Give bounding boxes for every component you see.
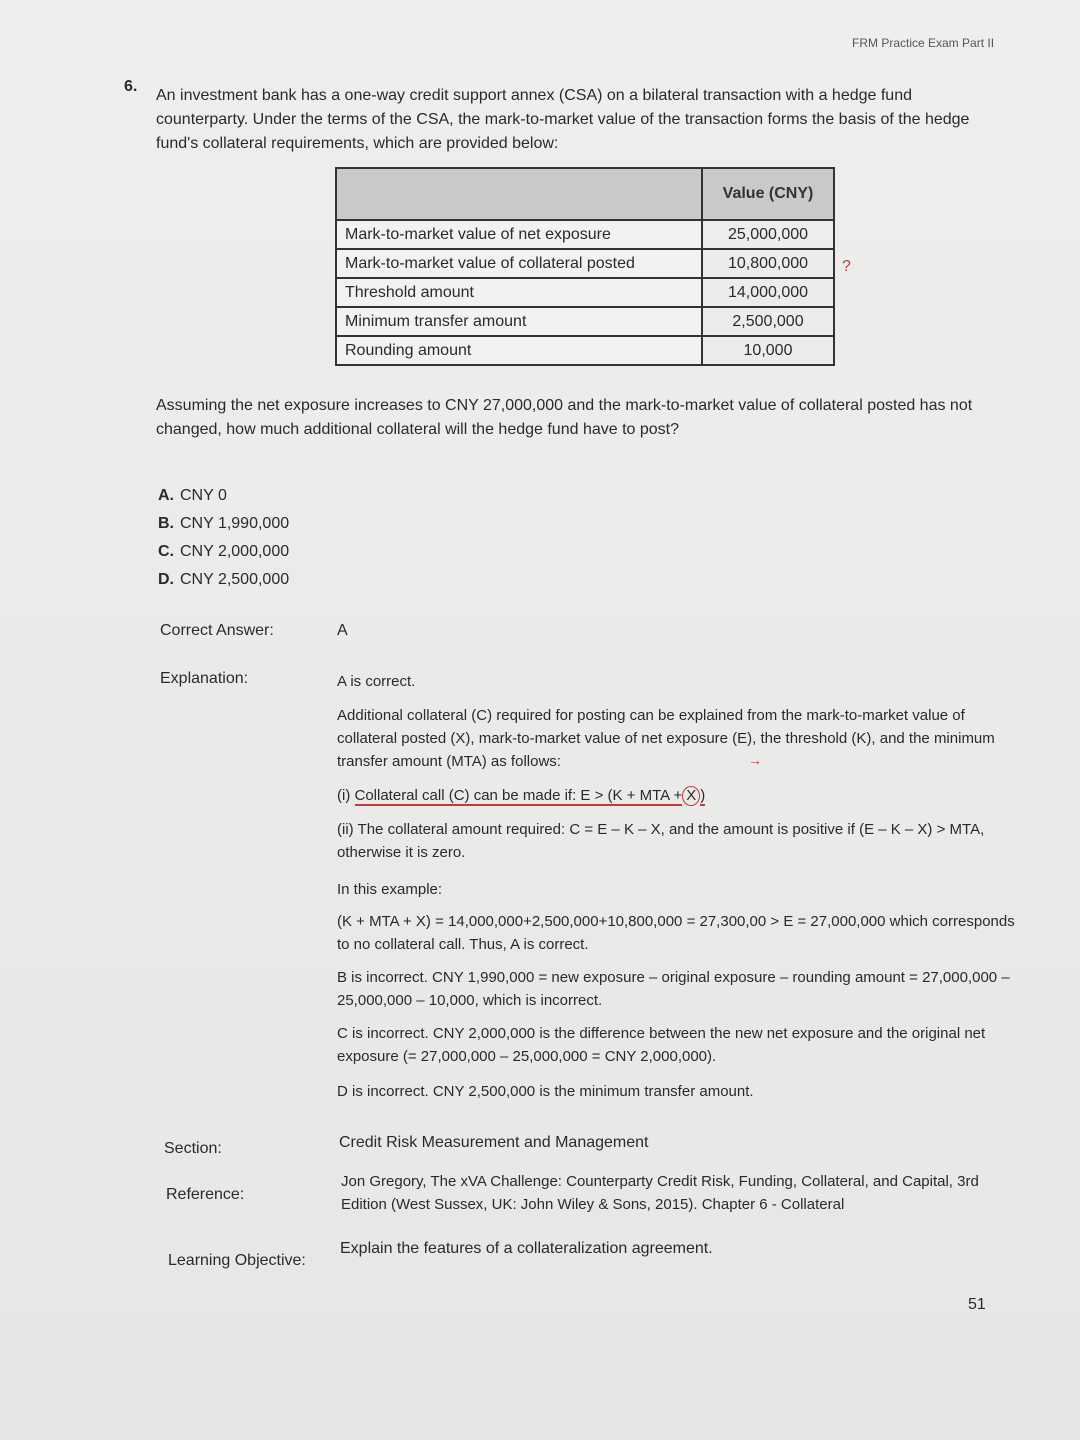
choice-d[interactable] bbox=[158, 566, 289, 594]
choice-key: B. bbox=[158, 515, 174, 532]
table-row bbox=[336, 307, 834, 336]
correct-answer-value: A bbox=[337, 622, 348, 639]
choice-key: C. bbox=[158, 543, 174, 560]
learning-objective-value: Explain the features of a collateralization agreement. bbox=[340, 1240, 713, 1257]
answer-choices bbox=[158, 482, 289, 594]
row-label: Minimum transfer amount bbox=[336, 307, 702, 336]
condition-underlined: Collateral call (C) can be made if: bbox=[354, 787, 577, 804]
learning-objective-label: Learning Objective: bbox=[168, 1252, 306, 1269]
condition-suffix: ) bbox=[700, 787, 706, 804]
reference-label: Reference: bbox=[166, 1186, 245, 1203]
handwritten-arrow: → bbox=[748, 752, 762, 768]
collateral-call-condition bbox=[337, 784, 1017, 807]
table-header-row bbox=[336, 168, 834, 220]
choice-text: CNY 2,500,000 bbox=[180, 571, 290, 588]
choice-text: CNY 0 bbox=[180, 487, 227, 504]
choice-a[interactable] bbox=[158, 482, 289, 510]
row-label: Mark-to-market value of net exposure bbox=[336, 220, 702, 249]
explanation-paragraph: C is incorrect. CNY 2,000,000 is the difference between the new net exposure and the original net exposure (= 27,000,000 – 25,000,000 = CNY 2,000,000). bbox=[337, 1025, 986, 1065]
table-row bbox=[336, 220, 834, 249]
row-label: Rounding amount bbox=[336, 336, 702, 365]
table-header-blank bbox=[336, 168, 702, 220]
choice-b[interactable] bbox=[158, 510, 289, 538]
table-row bbox=[336, 336, 834, 365]
exam-title: FRM Practice Exam Part II bbox=[852, 36, 995, 50]
condition-formula: E > (K + MTA + bbox=[576, 787, 683, 804]
choice-text: CNY 1,990,000 bbox=[180, 515, 290, 532]
explanation-line: In this example: bbox=[337, 881, 443, 898]
row-value: 2,500,000 bbox=[702, 307, 834, 336]
handwritten-question-mark: ? bbox=[842, 258, 851, 275]
choice-key: D. bbox=[158, 571, 174, 588]
circled-x: X bbox=[682, 786, 700, 806]
section-value: Credit Risk Measurement and Management bbox=[339, 1134, 649, 1151]
row-value: 10,800,000 bbox=[702, 249, 834, 278]
collateral-table bbox=[335, 167, 835, 366]
explanation-paragraph: (ii) The collateral amount required: C = E – K – X, and the amount is positive if (E – K – X) > MTA, otherwise it is zero. bbox=[337, 821, 985, 861]
row-label: Threshold amount bbox=[336, 278, 702, 307]
table-row bbox=[336, 278, 834, 307]
explanation-line: D is incorrect. CNY 2,500,000 is the minimum transfer amount. bbox=[337, 1083, 754, 1100]
reference-value: Jon Gregory, The xVA Challenge: Counterparty Credit Risk, Funding, Collateral, and Capital, 3rd Edition (West Sussex, UK: John Wiley & Sons, 2015). Chapter 6 - Collateral bbox=[341, 1173, 979, 1213]
value-column-header: Value (CNY) bbox=[702, 168, 834, 220]
section-label: Section: bbox=[164, 1140, 222, 1157]
explanation-paragraph: Additional collateral (C) required for posting can be explained from the mark-to-market value of collateral posted (X), mark-to-market value of net exposure (E), the threshold (K), and the minimum transfer amount (MTA) as follows: bbox=[337, 707, 995, 770]
row-value: 14,000,000 bbox=[702, 278, 834, 307]
choice-text: CNY 2,000,000 bbox=[180, 543, 290, 560]
page-number: 51 bbox=[968, 1296, 986, 1313]
choice-c[interactable] bbox=[158, 538, 289, 566]
condition-prefix: (i) bbox=[337, 787, 355, 804]
row-value: 25,000,000 bbox=[702, 220, 834, 249]
explanation-label: Explanation: bbox=[160, 670, 249, 687]
row-value: 10,000 bbox=[702, 336, 834, 365]
explanation-line: A is correct. bbox=[337, 673, 416, 690]
choice-key: A. bbox=[158, 487, 174, 504]
correct-answer-label: Correct Answer: bbox=[160, 622, 274, 639]
explanation-paragraph: B is incorrect. CNY 1,990,000 = new exposure – original exposure – rounding amount = 27,000,000 – 25,000,000 – 10,000, which is incorrect. bbox=[337, 969, 1010, 1009]
row-label: Mark-to-market value of collateral posted bbox=[336, 249, 702, 278]
explanation-paragraph: (K + MTA + X) = 14,000,000+2,500,000+10,800,000 = 27,300,00 > E = 27,000,000 which corresponds to no collateral call. Thus, A is correct. bbox=[337, 913, 1015, 953]
question-prompt: Assuming the net exposure increases to CNY 27,000,000 and the mark-to-market value of collateral posted has not changed, how much additional collateral will the hedge fund have to post? bbox=[156, 397, 973, 438]
question-stem: An investment bank has a one-way credit support annex (CSA) on a bilateral transaction with a hedge fund counterparty. Under the terms of the CSA, the mark-to-market value of the transaction forms the basis of the hedge fund's collateral requirements, which are provided below: bbox=[156, 87, 970, 152]
table-row bbox=[336, 249, 834, 278]
question-number: 6. bbox=[124, 78, 138, 95]
